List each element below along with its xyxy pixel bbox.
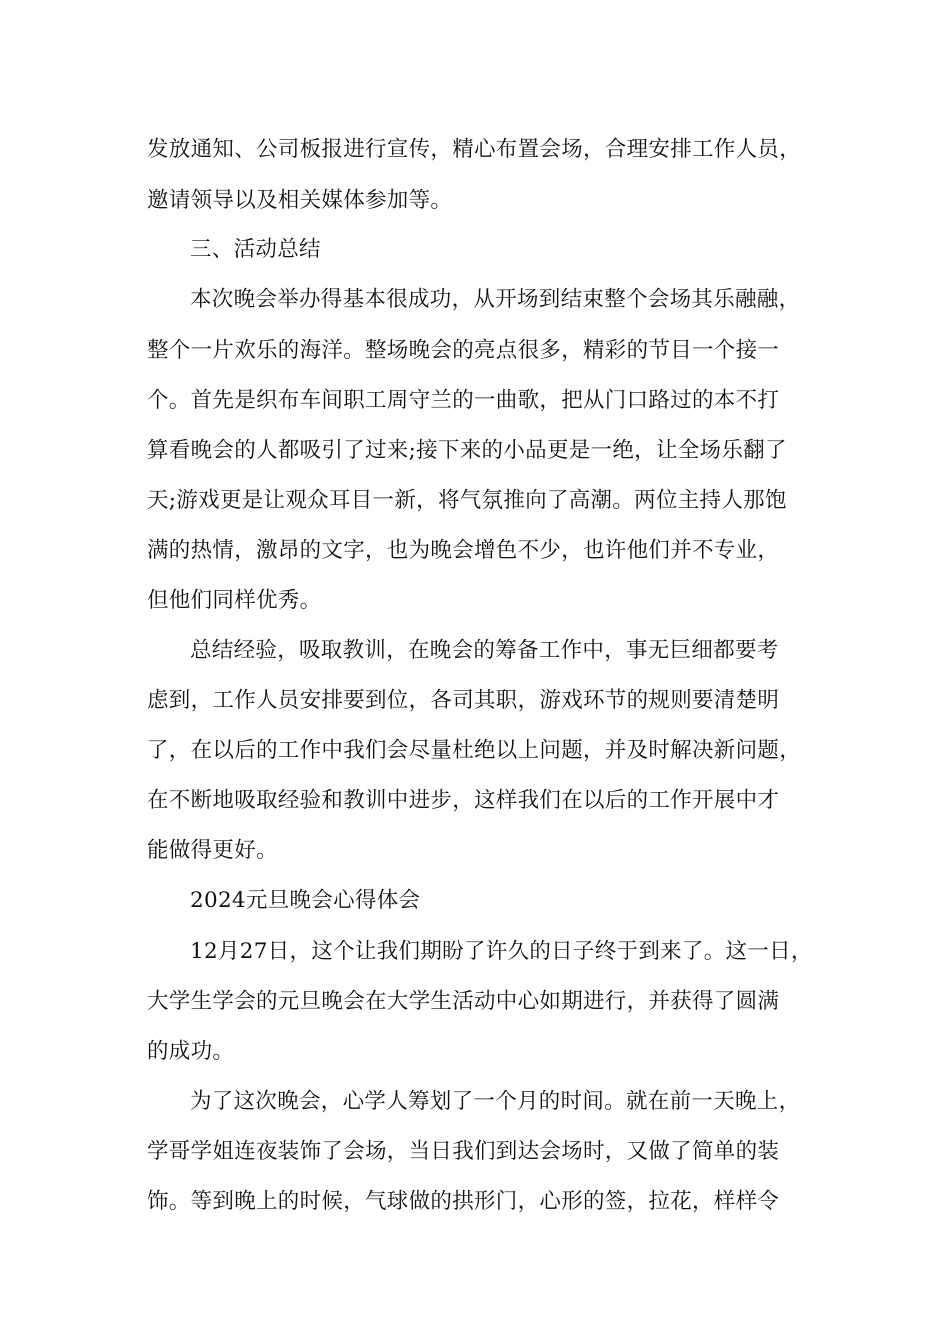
paragraph-line: 满的热情，激昂的文字，也为晚会增色不少，也许他们并不专业， <box>147 538 780 563</box>
paragraph-line: 个。首先是织布车间职工周守兰的一曲歌，把从门口路过的本不打 <box>147 388 780 413</box>
paragraph-line: 大学生学会的元旦晚会在大学生活动中心如期进行，并获得了圆满 <box>147 989 780 1014</box>
paragraph-line: 12月27日，这个让我们期盼了许久的日子终于到来了。这一日， <box>190 939 813 964</box>
paragraph-line: 学哥学姐连夜装饰了会场，当日我们到达会场时，又做了简单的装 <box>147 1139 780 1164</box>
paragraph-line: 虑到，工作人员安排要到位，各司其职，游戏环节的规则要清楚明 <box>147 688 780 713</box>
paragraph-line: 但他们同样优秀。 <box>147 588 322 613</box>
paragraph-line: 饰。等到晚上的时候，气球做的拱形门，心形的签，拉花，样样令 <box>147 1189 780 1214</box>
paragraph-line: 发放通知、公司板报进行宣传，精心布置会场，合理安排工作人员， <box>147 137 802 162</box>
paragraph-line: 本次晚会举办得基本很成功，从开场到结束整个会场其乐融融， <box>190 287 801 312</box>
section-heading: 2024元旦晚会心得体会 <box>190 888 421 913</box>
paragraph-line: 算看晚会的人都吸引了过来;接下来的小品更是一绝，让全场乐翻了 <box>147 438 787 463</box>
section-heading: 三、活动总结 <box>190 237 321 262</box>
paragraph-line: 的成功。 <box>147 1039 235 1064</box>
paragraph-line: 在不断地吸取经验和教训中进步，这样我们在以后的工作开展中才 <box>147 788 780 813</box>
paragraph-line: 了，在以后的工作中我们会尽量杜绝以上问题，并及时解决新问题， <box>147 738 802 763</box>
paragraph-line: 为了这次晚会，心学人筹划了一个月的时间。就在前一天晚上， <box>190 1089 801 1114</box>
paragraph-line: 天;游戏更是让观众耳目一新，将气氛推向了高潮。两位主持人那饱 <box>147 488 787 513</box>
paragraph-line: 邀请领导以及相关媒体参加等。 <box>147 188 453 213</box>
paragraph-line: 能做得更好。 <box>147 838 278 863</box>
paragraph-line: 总结经验，吸取教训，在晚会的筹备工作中，事无巨细都要考 <box>190 638 779 663</box>
paragraph-line: 整个一片欢乐的海洋。整场晚会的亮点很多，精彩的节目一个接一 <box>147 338 780 363</box>
